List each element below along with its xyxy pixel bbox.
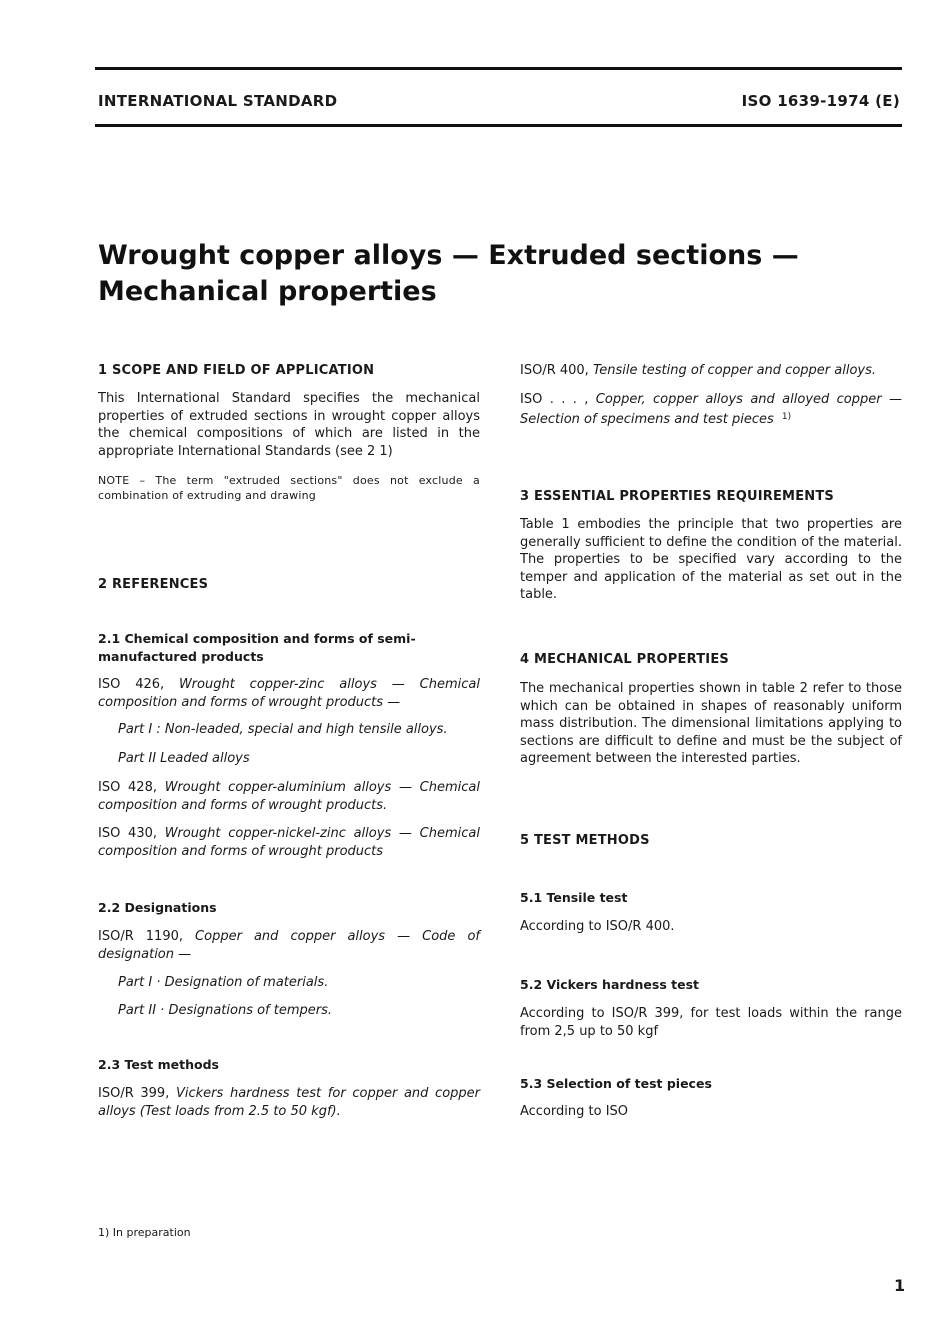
section-1-body: This International Standard specifies the mechanical properties of extruded sections in wrought copper alloys the chemical compositions of which are listed in the appropriate International Standards (see 2 1) [98, 391, 480, 459]
reference-iso-426 [98, 676, 480, 711]
reference-title: Copper, copper alloys and alloyed copper — Selection of specimens and test pieces [520, 392, 902, 427]
section-3-body: Table 1 embodies the principle that two properties are generally sufficient to define the condition of the material. The properties to be specified vary according to the temper and application of the material as set out in the table. [520, 517, 902, 602]
reference-iso-r-1190-part-2 [118, 1002, 480, 1020]
document-title: Wrought copper alloys — Extruded sections — Mechanical properties [98, 240, 799, 307]
reference-iso-428 [98, 779, 480, 814]
section-5-3-body: According to ISO [520, 1104, 629, 1119]
section-3-heading: 3 ESSENTIAL PROPERTIES REQUIREMENTS [520, 489, 834, 504]
reference-title: Vickers hardness test for copper and copper alloys (Test loads from 2.5 to 50 kgf). [98, 1086, 480, 1119]
section-5-1-body: According to ISO/R 400. [520, 919, 675, 934]
reference-number: ISO/R 400, [520, 363, 589, 378]
reference-iso-r-399 [98, 1085, 480, 1120]
reference-part: Part II · Designations of tempers. [118, 1003, 333, 1018]
section-1-note: NOTE – The term "extruded sections" does not exclude a combination of extruding and drawing [98, 474, 480, 502]
reference-title: Wrought copper-aluminium alloys — Chemical composition and forms of wrought products. [98, 780, 480, 813]
reference-iso-r-1190 [98, 928, 480, 963]
footnote: 1) In preparation [98, 1226, 191, 1239]
reference-number: ISO . . . , [520, 392, 589, 407]
section-2-2-heading: 2.2 Designations [98, 900, 217, 915]
reference-iso-r-400 [520, 362, 902, 380]
header-top-rule [95, 67, 902, 70]
section-2-heading: 2 REFERENCES [98, 577, 209, 592]
section-5-1-heading: 5.1 Tensile test [520, 890, 628, 905]
reference-iso-r-1190-part-1 [118, 974, 480, 992]
section-5-3-heading: 5.3 Selection of test pieces [520, 1076, 712, 1091]
reference-iso-specimens [520, 391, 902, 428]
reference-title: Wrought copper-nickel-zinc alloys — Chemical composition and forms of wrought products [98, 826, 480, 859]
reference-number: ISO 430, [98, 826, 158, 841]
section-1-heading: 1 SCOPE AND FIELD OF APPLICATION [98, 363, 375, 378]
page-number: 1 [894, 1276, 906, 1295]
header-left: INTERNATIONAL STANDARD [98, 92, 338, 110]
reference-iso-426-part-1 [118, 721, 480, 739]
reference-iso-426-part-2 [118, 750, 480, 768]
reference-part: Part II Leaded alloys [118, 751, 250, 766]
section-4-body: The mechanical properties shown in table 2 refer to those which can be obtained in shapes of reasonably uniform mass distribution. The dimensional limitations applying to sections are difficult to define and must be the subject of agreement between the interested parties. [520, 681, 902, 766]
reference-number: ISO/R 1190, [98, 929, 183, 944]
header-bottom-rule [95, 124, 902, 127]
reference-title: Tensile testing of copper and copper alloys. [592, 363, 877, 378]
reference-title: Wrought copper-zinc alloys — Chemical composition and forms of wrought products — [98, 677, 480, 710]
section-5-2-body: According to ISO/R 399, for test loads within the range from 2,5 up to 50 kgf [520, 1006, 902, 1039]
section-5-2-heading: 5.2 Vickers hardness test [520, 977, 699, 992]
reference-number: ISO 426, [98, 677, 165, 692]
section-2-1-heading: 2.1 Chemical composition and forms of semi-manufactured products [98, 631, 416, 664]
reference-iso-430 [98, 825, 480, 860]
footnote-marker: 1) [781, 411, 792, 422]
reference-number: ISO/R 399, [98, 1086, 170, 1101]
section-5-heading: 5 TEST METHODS [520, 833, 650, 848]
reference-number: ISO 428, [98, 780, 157, 795]
reference-title: Copper and copper alloys — Code of designation — [98, 929, 480, 962]
reference-part: Part I : Non-leaded, special and high tensile alloys. [118, 722, 448, 737]
header-right: ISO 1639-1974 (E) [741, 92, 900, 110]
section-2-3-heading: 2.3 Test methods [98, 1057, 219, 1072]
section-4-heading: 4 MECHANICAL PROPERTIES [520, 652, 729, 667]
reference-part: Part I · Designation of materials. [118, 975, 329, 990]
